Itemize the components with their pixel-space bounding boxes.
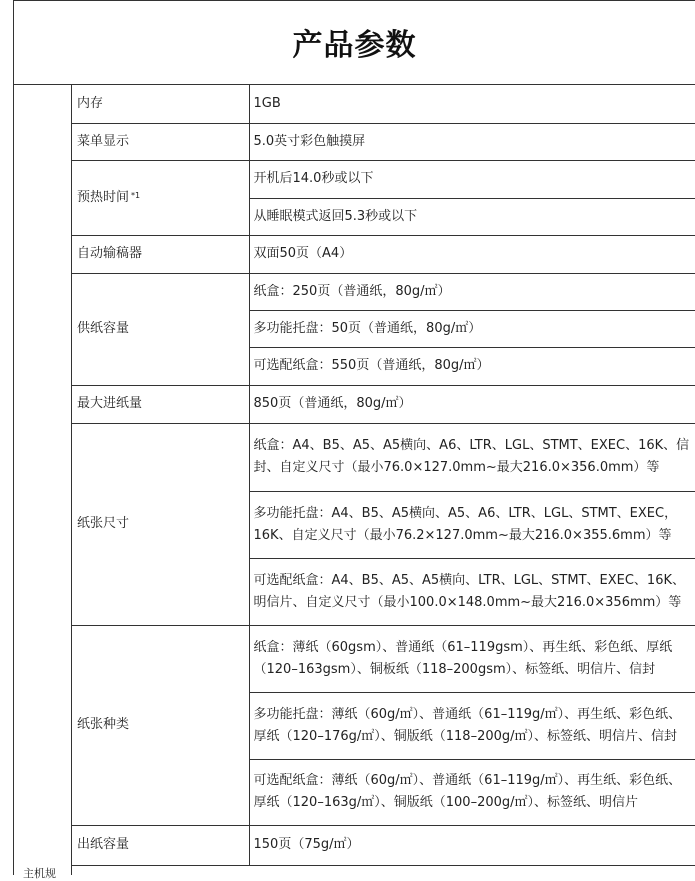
row-name-max-feed: 最大进纸量 bbox=[71, 385, 249, 423]
row-value-paper-capacity-1: 纸盒：250页（普通纸，80g/㎡） bbox=[249, 273, 695, 310]
table-row bbox=[71, 423, 695, 491]
category-label: 主机规 bbox=[23, 867, 56, 880]
table-row bbox=[71, 160, 695, 198]
row-value-warmup-1: 开机后14.0秒或以下 bbox=[249, 160, 695, 198]
table-row bbox=[71, 385, 695, 423]
table-row bbox=[71, 85, 695, 123]
row-value-menu: 5.0英寸彩色触摸屏 bbox=[249, 123, 695, 160]
row-name-paper-capacity: 供纸容量 bbox=[71, 273, 249, 385]
table-row bbox=[71, 235, 695, 273]
row-name-paper-type: 纸张种类 bbox=[71, 625, 249, 825]
row-value-paper-type-3: 可选配纸盒：薄纸（60g/㎡）、普通纸（61–119g/㎡）、再生纸、彩色纸、厚纸（120–163g/㎡）、铜版纸（100–200g/㎡）、标签纸、明信片 bbox=[249, 759, 695, 825]
spec-table bbox=[71, 85, 695, 866]
row-value-max-feed: 850页（普通纸，80g/㎡） bbox=[249, 385, 695, 423]
row-name-output: 出纸容量 bbox=[71, 825, 249, 865]
table-row bbox=[71, 625, 695, 692]
footnote-mark: *1 bbox=[131, 190, 141, 200]
row-value-memory: 1GB bbox=[249, 85, 695, 123]
row-value-warmup-2: 从睡眠模式返回5.3秒或以下 bbox=[249, 198, 695, 235]
row-name-menu: 菜单显示 bbox=[71, 123, 249, 160]
row-value-adf: 双面50页（A4） bbox=[249, 235, 695, 273]
table-row bbox=[71, 123, 695, 160]
page-title: 产品参数 bbox=[13, 0, 695, 85]
table-row bbox=[71, 273, 695, 310]
row-value-paper-type-2: 多功能托盘：薄纸（60g/㎡）、普通纸（61–119g/㎡）、再生纸、彩色纸、厚纸（120–176g/㎡）、铜版纸（118–200g/㎡）、标签纸、明信片、信封 bbox=[249, 692, 695, 759]
table-row bbox=[71, 825, 695, 865]
row-value-paper-size-3: 可选配纸盒：A4、B5、A5、A5横向、LTR、LGL、STMT、EXEC、16K、明信片、自定义尺寸（最小100.0×148.0mm~最大216.0×356mm）等 bbox=[249, 558, 695, 625]
row-value-paper-type-1: 纸盒：薄纸（60gsm）、普通纸（61–119gsm）、再生纸、彩色纸、厚纸（120–163gsm）、铜板纸（118–200gsm）、标签纸、明信片、信封 bbox=[249, 625, 695, 692]
category-column bbox=[13, 85, 72, 880]
row-value-output: 150页（75g/㎡） bbox=[249, 825, 695, 865]
row-value-paper-capacity-2: 多功能托盘：50页（普通纸，80g/㎡） bbox=[249, 310, 695, 347]
row-name-adf: 自动输稿器 bbox=[71, 235, 249, 273]
warmup-label: 预热时间 bbox=[77, 189, 130, 205]
row-name-paper-size: 纸张尺寸 bbox=[71, 423, 249, 625]
row-name-warmup bbox=[71, 160, 249, 235]
row-name-memory: 内存 bbox=[71, 85, 249, 123]
row-value-paper-size-2: 多功能托盘：A4、B5、A5横向、A5、A6、LTR、LGL、STMT、EXEC，16K、自定义尺寸（最小76.2×127.0mm~最大216.0×355.6mm）等 bbox=[249, 491, 695, 558]
row-value-paper-size-1: 纸盒：A4、B5、A5、A5横向、A6、LTR、LGL、STMT、EXEC、16K、信封、自定义尺寸（最小76.0×127.0mm~最大216.0×356.0mm）等 bbox=[249, 423, 695, 491]
row-value-paper-capacity-3: 可选配纸盒：550页（普通纸，80g/㎡） bbox=[249, 347, 695, 385]
